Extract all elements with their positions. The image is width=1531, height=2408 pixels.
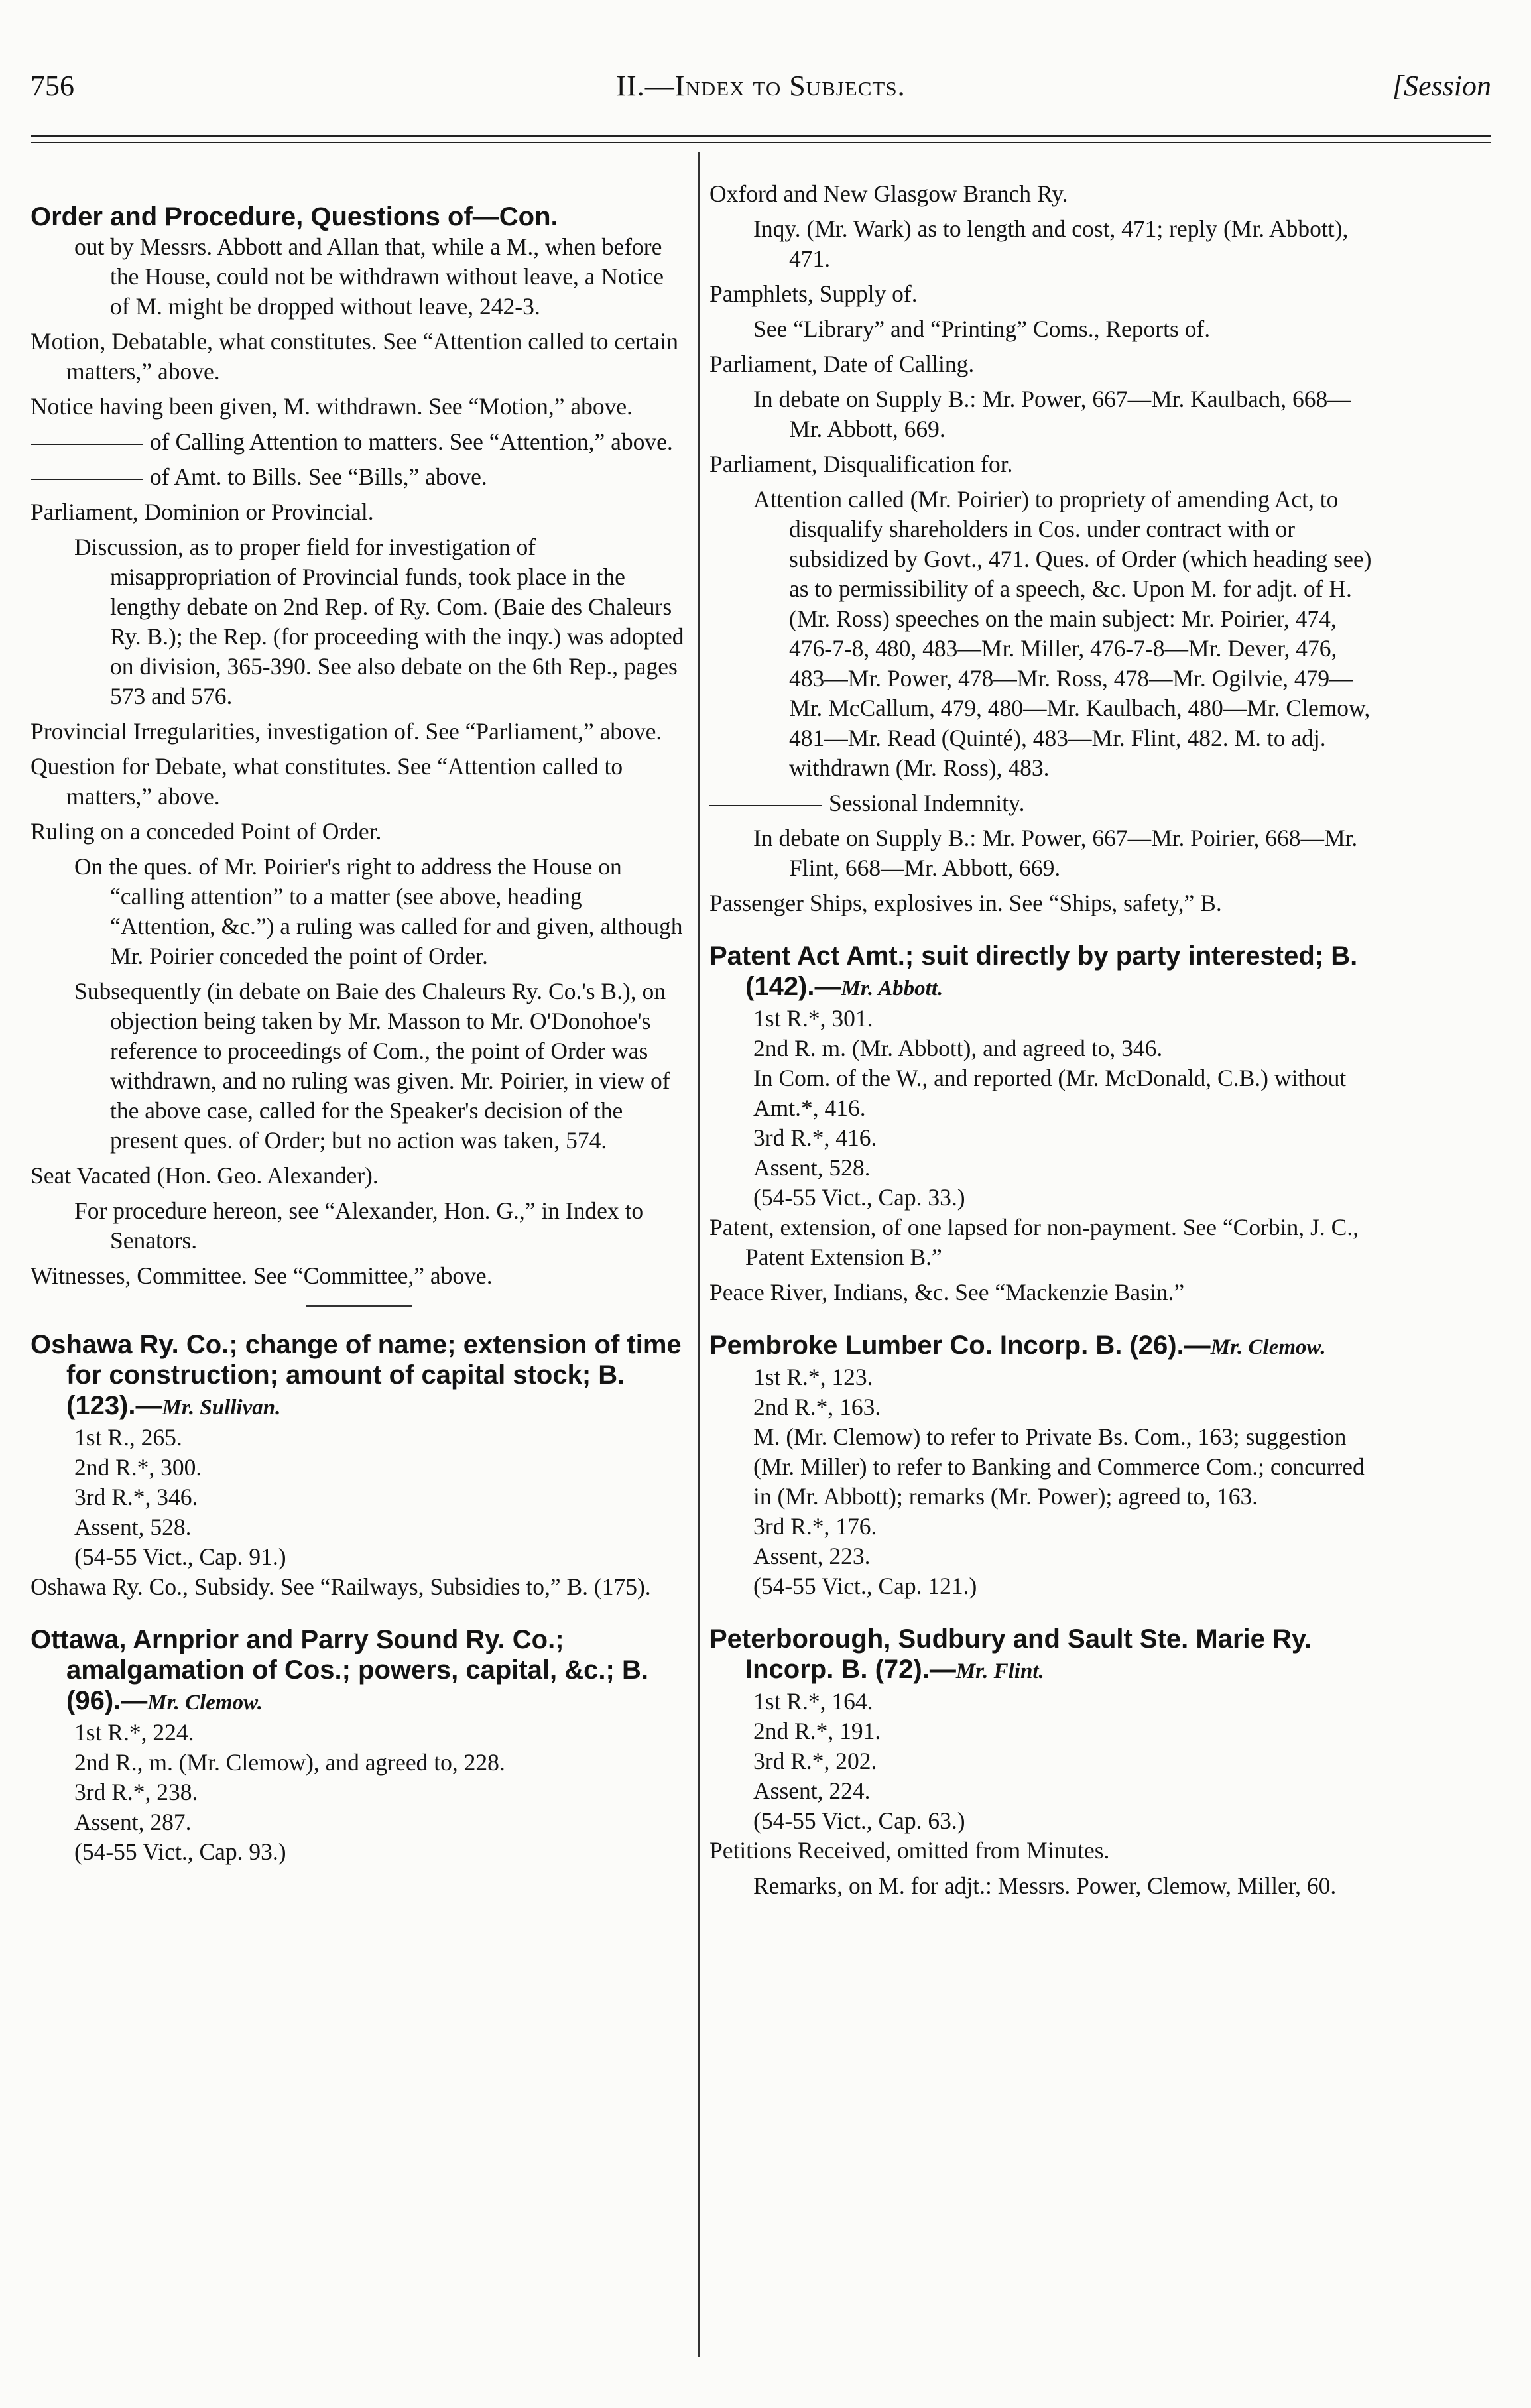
index-entry [709, 450, 1373, 479]
proceeding-line [709, 1153, 1373, 1183]
index-entry [31, 497, 687, 527]
entry-detail [709, 485, 1373, 783]
index-subentry [709, 788, 1373, 818]
proceeding-text: Assent, 528. [74, 1514, 192, 1540]
index-entry-text: Parliament, Disqualification for. [709, 451, 1013, 477]
entry-detail [31, 232, 687, 322]
proceeding-text: 2nd R., m. (Mr. Clemow), and agreed to, 228. [74, 1749, 505, 1776]
entry-detail [31, 1196, 687, 1256]
bill-heading [31, 202, 687, 232]
proceeding-line [709, 1183, 1373, 1213]
header-rule-thin [31, 142, 1491, 143]
entry-detail [709, 385, 1373, 444]
entry-detail [709, 823, 1373, 883]
proceeding-text: Assent, 528. [753, 1154, 871, 1181]
index-entry [31, 1572, 687, 1602]
bill-title: Pembroke Lumber Co. Incorp. B. (26).— [709, 1331, 1211, 1360]
proceeding-text: 1st R.*, 224. [74, 1719, 194, 1746]
proceeding-text: (54-55 Vict., Cap. 121.) [753, 1573, 977, 1599]
column-divider [698, 152, 700, 2357]
session-label: [Session [1392, 70, 1491, 102]
proceeding-text: 3rd R.*, 346. [74, 1484, 198, 1510]
proceeding-text: In Com. of the W., and reported (Mr. McDonald, C.B.) without Amt.*, 416. [753, 1065, 1347, 1121]
bill-title: Order and Procedure, Questions of—Con. [31, 202, 558, 231]
proceeding-text: (54-55 Vict., Cap. 63.) [753, 1807, 965, 1834]
index-entry-text: Parliament, Date of Calling. [709, 351, 975, 377]
page-title: II.—Index to Subjects. [616, 70, 906, 102]
bill-mover: Mr. Flint. [955, 1659, 1044, 1683]
index-entry [709, 1278, 1373, 1307]
proceeding-line [709, 1034, 1373, 1063]
index-entry [709, 279, 1373, 309]
proceeding-line [709, 1123, 1373, 1153]
entry-detail [709, 314, 1373, 344]
bill-title: Oshawa Ry. Co.; change of name; extension of time for construction; amount of capital stock; B. (123).— [31, 1330, 682, 1420]
index-subentry [31, 462, 687, 492]
proceeding-line [709, 1512, 1373, 1541]
proceeding-text: Assent, 224. [753, 1777, 871, 1804]
section-divider [306, 1305, 412, 1307]
proceeding-text: 1st R.*, 123. [753, 1364, 873, 1390]
proceeding-line [31, 1807, 687, 1837]
index-entry [31, 752, 687, 812]
index-entry-text: Question for Debate, what constitutes. See “Attention called to matters,” above. [31, 753, 623, 810]
index-entry [31, 717, 687, 747]
right-column [709, 179, 1373, 1906]
entry-detail [31, 977, 687, 1156]
proceeding-text: 2nd R.*, 300. [74, 1454, 202, 1480]
bill-mover: Mr. Abbott. [841, 977, 944, 1000]
index-entry [709, 1836, 1373, 1866]
bill-heading [31, 1624, 687, 1718]
proceeding-line [709, 1806, 1373, 1836]
index-subentry [31, 427, 687, 457]
proceeding-line [709, 1541, 1373, 1571]
index-entry-text: Motion, Debatable, what constitutes. See “Attention called to certain matters,” above. [31, 328, 678, 385]
index-entry [31, 392, 687, 422]
bill-heading [31, 1329, 687, 1423]
proceeding-line [709, 1746, 1373, 1776]
index-subentry-text: Sessional Indemnity. [829, 790, 1025, 816]
proceeding-text: 1st R.*, 164. [753, 1688, 873, 1715]
proceeding-line [709, 1716, 1373, 1746]
proceeding-line [709, 1362, 1373, 1392]
entry-detail-text: On the ques. of Mr. Poirier's right to address the House on “calling attention” to a matter (see above, heading “Attention, &c.”) a ruling was called for and given, although Mr. Poirier conceded the point of Order. [74, 853, 683, 969]
ditto-dash [31, 444, 143, 445]
entry-detail-text: Subsequently (in debate on Baie des Chaleurs Ry. Co.'s B.), on objection being taken by Mr. Masson to Mr. O'Donohoe's reference to proceedings of Com., the point of Order was withdrawn, and no ruling was given. Mr. Poirier, in view of the above case, called for the Speaker's decision of the present ques. of Order; but no action was taken, 574. [74, 978, 670, 1154]
index-subentry-text: of Calling Attention to matters. See “Attention,” above. [150, 428, 673, 455]
page-number: 756 [31, 70, 74, 102]
ditto-dash [709, 805, 822, 806]
bill-heading [709, 1330, 1373, 1362]
index-entry [31, 817, 687, 847]
proceeding-line [31, 1542, 687, 1572]
proceeding-text: 3rd R.*, 176. [753, 1513, 877, 1539]
entry-detail-text: In debate on Supply B.: Mr. Power, 667—Mr. Kaulbach, 668—Mr. Abbott, 669. [753, 386, 1351, 442]
index-entry-text: Provincial Irregularities, investigation of. See “Parliament,” above. [31, 718, 662, 745]
index-entry-text: Ruling on a conceded Point of Order. [31, 818, 382, 845]
entry-detail-text: For procedure hereon, see “Alexander, Hon. G.,” in Index to Senators. [74, 1197, 644, 1254]
bill-mover: Mr. Clemow. [147, 1691, 263, 1715]
index-entry [31, 1261, 687, 1291]
index-entry [709, 179, 1373, 209]
proceeding-text: 2nd R.*, 163. [753, 1394, 881, 1420]
entry-detail-text: Attention called (Mr. Poirier) to propriety of amending Act, to disqualify shareholders in Cos. under contract with or subsidized by Govt., 471. Ques. of Order (which heading see) as to permissibility of a speech, &c. Upon M. for adjt. of H. (Mr. Ross) speeches on the main subject: Mr. Poirier, 474, 476-7-8, 480, 483—Mr. Miller, 476-7-8—Mr. Dever, 476, 483—Mr. Power, 478—Mr. Ross, 478—Mr. Ogilvie, 479—Mr. McCallum, 479, 480—Mr. Kaulbach, 480—Mr. Clemow, 481—Mr. Read (Quinté), 483—Mr. Flint, 482. M. to adj. withdrawn (Mr. Ross), 483. [753, 486, 1372, 781]
index-entry-text: Passenger Ships, explosives in. See “Ships, safety,” B. [709, 890, 1222, 916]
entry-detail [31, 852, 687, 971]
entry-detail-text: out by Messrs. Abbott and Allan that, while a M., when before the House, could not be withdrawn without leave, a Notice of M. might be dropped without leave, 242-3. [74, 233, 664, 320]
proceeding-line [709, 1392, 1373, 1422]
index-subentry-text: of Amt. to Bills. See “Bills,” above. [150, 463, 487, 490]
proceeding-line [31, 1748, 687, 1777]
proceeding-line [31, 1777, 687, 1807]
index-entry-text: Petitions Received, omitted from Minutes. [709, 1837, 1110, 1864]
proceeding-text: 3rd R.*, 416. [753, 1124, 877, 1151]
proceeding-line [709, 1571, 1373, 1601]
index-entry-text: Witnesses, Committee. See “Committee,” above. [31, 1262, 493, 1289]
entry-detail-text: In debate on Supply B.: Mr. Power, 667—Mr. Poirier, 668—Mr. Flint, 668—Mr. Abbott, 669. [753, 825, 1358, 881]
proceeding-text: Assent, 223. [753, 1543, 871, 1569]
index-entry-text: Seat Vacated (Hon. Geo. Alexander). [31, 1162, 379, 1189]
entry-detail-text: See “Library” and “Printing” Coms., Reports of. [753, 316, 1211, 342]
proceeding-line [709, 1687, 1373, 1716]
index-entry [709, 349, 1373, 379]
proceeding-text: 3rd R.*, 238. [74, 1779, 198, 1805]
proceeding-line [31, 1423, 687, 1453]
proceeding-text: (54-55 Vict., Cap. 91.) [74, 1543, 286, 1570]
proceeding-text: 3rd R.*, 202. [753, 1748, 877, 1774]
proceeding-line [31, 1718, 687, 1748]
bill-title: Ottawa, Arnprior and Parry Sound Ry. Co.; amalgamation of Cos.; powers, capital, &c.; B. (96).— [31, 1625, 648, 1715]
proceeding-text: 2nd R.*, 191. [753, 1718, 881, 1744]
bill-heading [709, 1624, 1373, 1687]
bill-mover: Mr. Sullivan. [162, 1396, 281, 1419]
proceeding-text: M. (Mr. Clemow) to refer to Private Bs. Com., 163; suggestion (Mr. Miller) to refer to Banking and Commerce Com.; concurred in (Mr. Abbott); remarks (Mr. Power); agreed to, 163. [753, 1423, 1365, 1510]
proceeding-text: Assent, 287. [74, 1809, 192, 1835]
proceeding-text: 2nd R. m. (Mr. Abbott), and agreed to, 346. [753, 1035, 1163, 1061]
entry-detail [31, 532, 687, 711]
bill-heading [709, 941, 1373, 1004]
entry-detail-text: Inqy. (Mr. Wark) as to length and cost, 471; reply (Mr. Abbott), 471. [753, 215, 1349, 272]
proceeding-text: (54-55 Vict., Cap. 33.) [753, 1184, 965, 1211]
proceeding-line [31, 1453, 687, 1482]
proceeding-text: 1st R.*, 301. [753, 1005, 873, 1032]
index-entry [709, 888, 1373, 918]
index-entry-text: Oxford and New Glasgow Branch Ry. [709, 180, 1068, 207]
proceeding-line [709, 1063, 1373, 1123]
bill-mover: Mr. Clemow. [1210, 1335, 1326, 1359]
proceeding-line [31, 1837, 687, 1867]
index-entry-text: Patent, extension, of one lapsed for non-payment. See “Corbin, J. C., Patent Extension B.” [709, 1214, 1359, 1270]
left-column [31, 179, 687, 1867]
index-entry-text: Parliament, Dominion or Provincial. [31, 499, 374, 525]
bill-title: Patent Act Amt.; suit directly by party interested; B. (142).— [709, 941, 1358, 1001]
entry-detail-text: Remarks, on M. for adjt.: Messrs. Power, Clemow, Miller, 60. [753, 1872, 1337, 1899]
ditto-dash [31, 479, 143, 480]
index-entry-text: Notice having been given, M. withdrawn. See “Motion,” above. [31, 393, 633, 420]
entry-detail [709, 1871, 1373, 1901]
proceeding-text: (54-55 Vict., Cap. 93.) [74, 1838, 286, 1865]
proceeding-line [709, 1004, 1373, 1034]
index-entry [31, 1161, 687, 1191]
proceeding-line [709, 1776, 1373, 1806]
proceeding-line [31, 1512, 687, 1542]
index-entry-text: Peace River, Indians, &c. See “Mackenzie Basin.” [709, 1279, 1185, 1305]
entry-detail [709, 214, 1373, 274]
entry-detail-text: Discussion, as to proper field for investigation of misappropriation of Provincial funds, took place in the lengthy debate on 2nd Rep. of Ry. Com. (Baie des Chaleurs Ry. B.); the Rep. (for proceeding with the inqy.) was adopted on division, 365-390. See also debate on the 6th Rep., pages 573 and 576. [74, 534, 684, 709]
index-entry [709, 1213, 1373, 1272]
index-entry-text: Oshawa Ry. Co., Subsidy. See “Railways, Subsidies to,” B. (175). [31, 1573, 651, 1600]
index-entry-text: Pamphlets, Supply of. [709, 280, 918, 307]
index-entry [31, 327, 687, 387]
proceeding-text: 1st R., 265. [74, 1424, 182, 1451]
header-rule [31, 135, 1491, 137]
proceeding-line [709, 1422, 1373, 1512]
proceeding-line [31, 1482, 687, 1512]
bill-title: Peterborough, Sudbury and Sault Ste. Marie Ry. Incorp. B. (72).— [709, 1624, 1312, 1684]
running-head [31, 69, 1491, 115]
